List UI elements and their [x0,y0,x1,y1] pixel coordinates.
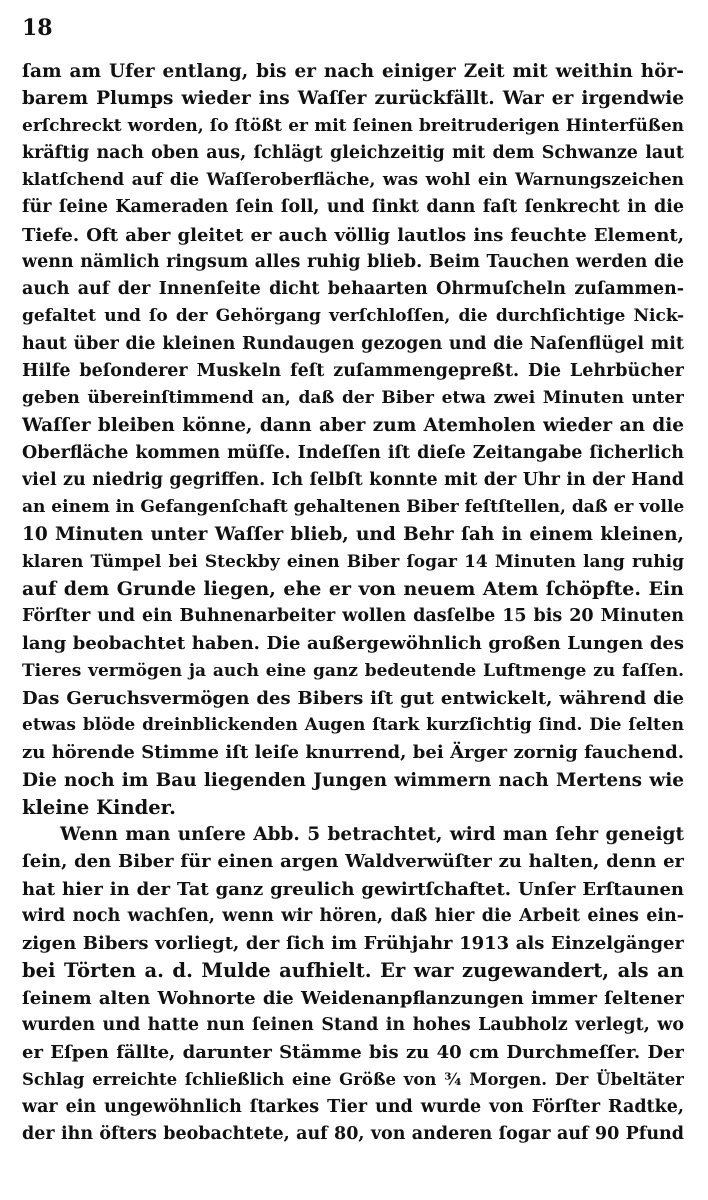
page-number: 18 [22,15,53,41]
text-line: klatſchend auf die Waſſeroberfläche, was wohl ein Warnungszeichen [22,170,684,190]
text-line: kräftig nach oben aus, ſchlägt gleichzeitig mit dem Schwanze laut [22,142,684,163]
text-line: ſeinem alten Wohnorte die Weidenanpflanzungen immer ſeltener [22,987,684,1009]
text-line: haut über die kleinen Rundaugen gezogen und die Naſenflügel mit [22,333,684,354]
text-line: Oberfläche kommen müſſe. Indeſſen iſt dieſe Zeitangabe ſicherlich [22,442,684,463]
text-line: der ihn öfters beobachtete, auf 80, von anderen ſogar auf 90 Pfund [22,1123,684,1144]
text-line: Waſſer bleiben könne, dann aber zum Atemholen wieder an die [22,415,684,437]
text-line: hat hier in der Tat ganz greulich gewirtſchaftet. Unſer Erſtaunen [22,878,684,900]
text-line: Die noch im Bau liegenden Jungen wimmern nach Mertens wie [22,769,684,791]
text-line: ſein, den Biber für einen argen Waldverwüſter zu halten, denn er [22,851,684,873]
text-line: 10 Minuten unter Waſſer blieb, und Behr ſah in einem kleinen, [22,524,684,546]
text-line: war ein ungewöhnlich ſtarkes Tier und wurde von Förſter Radtke, [22,1096,684,1117]
text-line: auf dem Grunde liegen, ehe er von neuem Atem ſchöpfte. Ein [22,577,684,600]
text-line: wird noch wachſen, wenn wir hören, daß hier die Arbeit eines ein- [22,905,684,926]
text-line: Hilfe beſonderer Muskeln feſt zuſammengepreßt. Die Lehrbücher [22,360,684,381]
text-line: lang beobachtet haben. Die außergewöhnlich großen Lungen des [22,633,684,655]
text-line: Das Geruchsvermögen des Bibers iſt gut entwickelt, während die [22,687,684,709]
text-line: Förſter und ein Buhnenarbeiter wollen dasſelbe 15 bis 20 Minuten [22,606,684,626]
text-line: wurden und hatte nun ſeinen Stand in hohes Laubholz verlegt, wo [22,1014,684,1035]
text-line: er Eſpen fällte, darunter Stämme bis zu 40 cm Durchmeſſer. Der [22,1042,684,1063]
text-line: Schlag erreichte ſchließlich eine Größe von ¾ Morgen. Der Übeltäter [22,1070,684,1090]
text-line: gefaltet und ſo der Gehörgang verſchloſſen, die durchſichtige Nick- [22,306,684,327]
text-line: Wenn man unſere Abb. 5 betrachtet, wird man ſehr geneigt [60,824,684,845]
text-line: klaren Tümpel bei Steckby einen Biber ſogar 14 Minuten lang ruhig [22,551,684,572]
text-line: viel zu niedrig gegriffen. Ich ſelbſt konnte mit der Uhr in der Hand [22,469,684,490]
text-line: wenn nämlich ringsum alles ruhig blieb. Beim Tauchen werden die [22,251,684,272]
text-line: ſam am Ufer entlang, bis er nach einiger Zeit mit weithin hör- [22,61,684,82]
text-line: zigen Bibers vorliegt, der ſich im Frühjahr 1913 als Einzelgänger [22,933,684,954]
text-line: barem Plumps wieder ins Waſſer zurückfällt. War er irgendwie [22,88,684,110]
text-line: kleine Kinder. [22,795,176,819]
text-line: erſchreckt worden, ſo ſtößt er mit ſeinen breitruderigen Hinterfüßen [22,115,684,136]
text-line: bei Törten a. d. Mulde aufhielt. Er war zugewandert, als an [22,959,684,983]
text-line: für ſeine Kameraden ſein ſoll, und ſinkt dann faſt ſenkrecht in die [22,197,684,218]
text-line: geben übereinſtimmend an, daß der Biber etwa zwei Minuten unter [22,388,684,408]
text-line: Tiefe. Oft aber gleitet er auch völlig lautlos ins feuchte Element, [22,224,684,246]
text-line: Tieres vermögen ja auch eine ganz bedeutende Luftmenge zu faſſen. [22,660,684,681]
text-line: etwas blöde dreinblickenden Augen ſtark kurzſichtig ſind. Die ſelten [22,715,684,735]
text-line: an einem in Gefangenſchaft gehaltenen Biber feſtſtellen, daß er volle [22,497,684,517]
body-text [22,58,684,1148]
text-line: auch auf der Innenſeite dicht behaarten Ohrmuſcheln zuſammen- [22,279,684,299]
text-line: zu hörende Stimme iſt leiſe knurrend, bei Ärger zornig fauchend. [22,742,684,764]
